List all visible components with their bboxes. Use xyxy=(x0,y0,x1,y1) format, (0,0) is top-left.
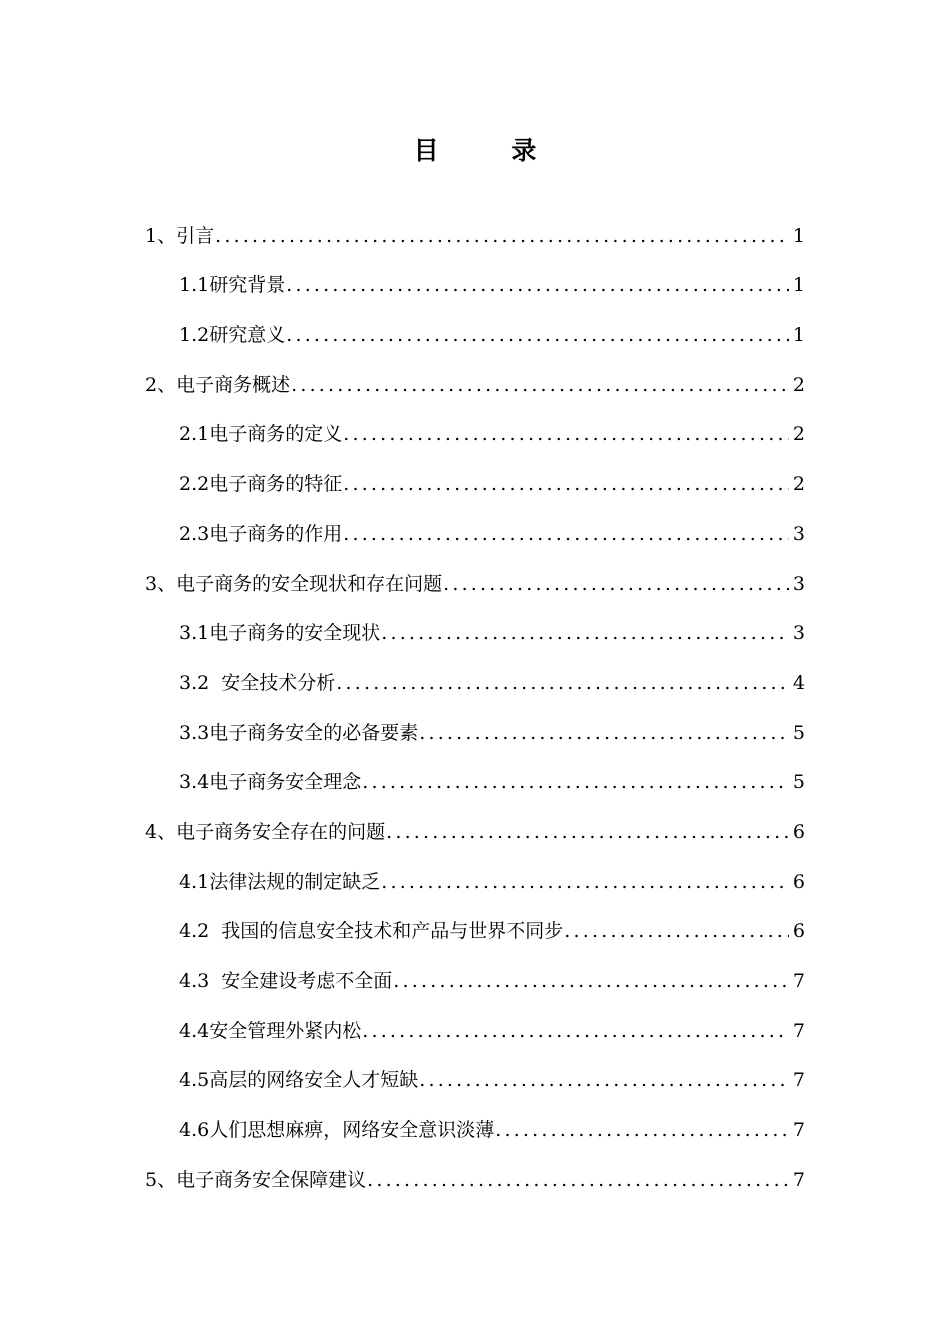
toc-entry-page: 2 xyxy=(792,373,805,396)
toc-entry-page: 7 xyxy=(792,1168,805,1191)
toc-entry-label: 4.2 我国的信息安全技术和产品与世界不同步 xyxy=(179,920,564,943)
toc-leader-dots xyxy=(291,366,789,404)
toc-entry xyxy=(145,652,805,702)
toc-entry-page: 6 xyxy=(792,870,805,893)
toc-entry-label: 3.2 安全技术分析 xyxy=(179,671,336,694)
toc-entry xyxy=(145,801,805,851)
toc-entry-page: 1 xyxy=(792,274,805,297)
toc-entry-label: 3、电子商务的安全现状和存在问题 xyxy=(145,572,443,595)
toc-entry-label: 2.1电子商务的定义 xyxy=(179,423,343,446)
toc-entry-page: 6 xyxy=(792,820,805,843)
toc-leader-dots xyxy=(381,863,789,901)
toc-entry xyxy=(145,304,805,354)
toc-entry-page: 3 xyxy=(792,522,805,545)
toc-entry xyxy=(145,603,805,653)
toc-leader-dots xyxy=(367,1161,789,1199)
toc-entry-page: 6 xyxy=(792,920,805,943)
toc-entry-page: 1 xyxy=(792,324,805,347)
toc-entry xyxy=(145,1149,805,1199)
toc-entry xyxy=(145,553,805,603)
toc-entry-label: 3.1电子商务的安全现状 xyxy=(179,622,381,645)
toc-entry xyxy=(145,752,805,802)
toc-entry-label: 1.1研究背景 xyxy=(179,274,286,297)
toc-entry-page: 7 xyxy=(792,1119,805,1142)
toc-leader-dots xyxy=(286,316,789,354)
toc-leader-dots xyxy=(343,515,789,553)
toc-entry xyxy=(145,503,805,553)
toc-leader-dots xyxy=(386,813,789,851)
toc-entry-label: 4、电子商务安全存在的问题 xyxy=(145,820,386,843)
toc-entry-page: 1 xyxy=(792,224,805,247)
toc-entry-label: 3.3电子商务安全的必备要素 xyxy=(179,721,419,744)
toc-entry-label: 4.1法律法规的制定缺乏 xyxy=(179,870,381,893)
toc-entry-page: 7 xyxy=(792,1019,805,1042)
toc-entry-label: 4.5高层的网络安全人才短缺 xyxy=(179,1069,419,1092)
toc-list xyxy=(145,205,805,1199)
toc-entry-label: 2.2电子商务的特征 xyxy=(179,473,343,496)
toc-entry-page: 7 xyxy=(792,970,805,992)
toc-entry-label: 2.3电子商务的作用 xyxy=(179,522,343,545)
toc-leader-dots xyxy=(381,614,789,652)
toc-leader-dots xyxy=(443,565,789,603)
toc-entry-page: 2 xyxy=(792,423,805,446)
toc-entry xyxy=(145,404,805,454)
toc-leader-dots xyxy=(362,763,789,801)
toc-leader-dots xyxy=(393,962,789,1000)
toc-entry-label: 4.4安全管理外紧内松 xyxy=(179,1019,362,1042)
toc-entry-page: 2 xyxy=(792,473,805,496)
toc-entry xyxy=(145,1050,805,1100)
toc-entry xyxy=(145,950,805,1000)
toc-entry xyxy=(145,901,805,951)
toc-entry-label: 4.3 安全建设考虑不全面 xyxy=(179,970,393,992)
toc-entry xyxy=(145,354,805,404)
toc-leader-dots xyxy=(215,217,789,255)
toc-title: 目 录 xyxy=(413,136,569,165)
toc-leader-dots xyxy=(286,266,789,304)
toc-leader-dots xyxy=(564,912,789,950)
toc-entry-label: 1.2研究意义 xyxy=(179,324,286,347)
toc-leader-dots xyxy=(343,415,789,453)
toc-leader-dots xyxy=(336,664,789,702)
toc-entry-page: 7 xyxy=(792,1069,805,1092)
toc-entry-label: 4.6人们思想麻痹，网络安全意识淡薄 xyxy=(179,1119,495,1142)
toc-entry-label: 5、电子商务安全保障建议 xyxy=(145,1168,367,1191)
toc-leader-dots xyxy=(419,1061,789,1099)
toc-entry-page: 3 xyxy=(792,572,805,595)
toc-entry-page: 5 xyxy=(792,721,805,744)
toc-leader-dots xyxy=(362,1012,789,1050)
toc-entry-label: 1、引言 xyxy=(145,224,215,247)
toc-entry-page: 4 xyxy=(792,671,805,694)
toc-entry xyxy=(145,851,805,901)
toc-entry xyxy=(145,453,805,503)
toc-entry xyxy=(145,1099,805,1149)
toc-entry xyxy=(145,205,805,255)
toc-entry xyxy=(145,1000,805,1050)
toc-entry xyxy=(145,255,805,305)
toc-entry-page: 3 xyxy=(792,622,805,645)
toc-entry-page: 5 xyxy=(792,771,805,794)
toc-entry-label: 3.4电子商务安全理念 xyxy=(179,771,362,794)
toc-entry xyxy=(145,702,805,752)
toc-leader-dots xyxy=(343,465,789,503)
toc-leader-dots xyxy=(495,1111,789,1149)
toc-entry-label: 2、电子商务概述 xyxy=(145,373,291,396)
toc-leader-dots xyxy=(419,714,789,752)
